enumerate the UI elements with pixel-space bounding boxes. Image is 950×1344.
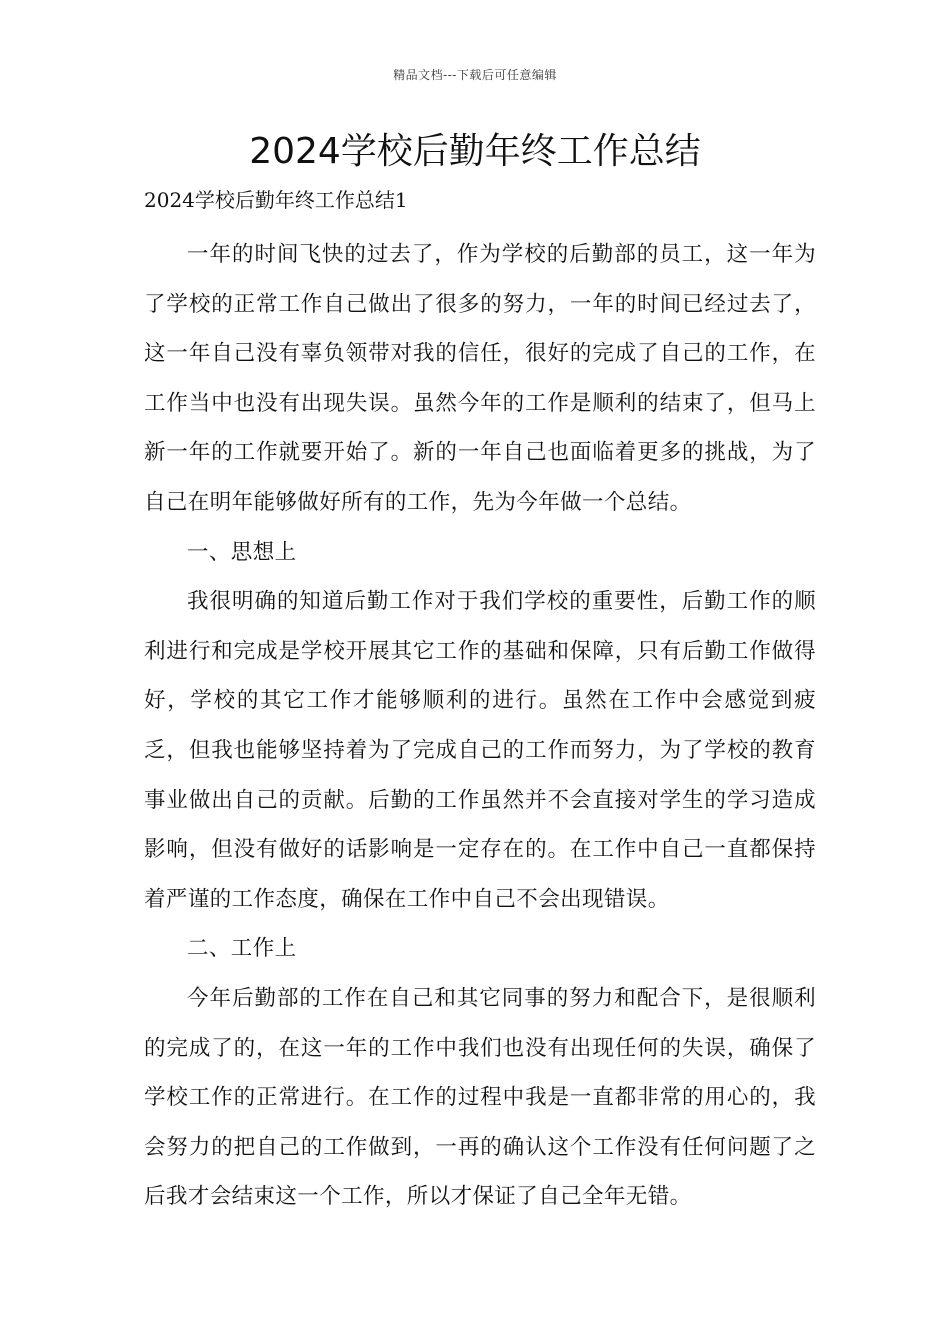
header-watermark: 精品文档---下载后可任意编辑 <box>393 68 557 82</box>
intro-paragraph: 一年的时间飞快的过去了，作为学校的后勤部的员工，这一年为了学校的正常工作自己做出了很多的努力，一年的时间已经过去了，这一年自己没有辜负领带对我的信任，很好的完成了自己的工作，在工作当中也没有出现失误。虽然今年的工作是顺利的结束了，但马上新一年的工作就要开始了。新的一年自己也面临着更多的挑战，为了自己在明年能够做好所有的工作，先为今年做一个总结。 <box>144 242 816 515</box>
work-paragraph: 今年后勤部的工作在自己和其它同事的努力和配合下，是很顺利的完成了的，在这一年的工作中我们也没有出现任何的失误，确保了学校工作的正常进行。在工作的过程中我是一直都非常的用心的，我会努力的把自己的工作做到，一再的确认这个工作没有任何问题了之后我才会结束这一个工作，所以才保证了自己全年无错。 <box>144 985 816 1210</box>
document-body <box>144 182 816 1222</box>
section-heading-thought: 一、思想上 <box>187 539 297 565</box>
section-heading-work: 二、工作上 <box>187 936 297 962</box>
document-title: 2024学校后勤年终工作总结 <box>249 131 701 172</box>
document-subtitle: 2024学校后勤年终工作总结1 <box>144 188 408 212</box>
thought-paragraph: 我很明确的知道后勤工作对于我们学校的重要性，后勤工作的顺利进行和完成是学校开展其它工作的基础和保障，只有后勤工作做得好，学校的其它工作才能够顺利的进行。虽然在工作中会感觉到疲乏，但我也能够坚持着为了完成自己的工作而努力，为了学校的教育事业做出自己的贡献。后勤的工作虽然并不会直接对学生的学习造成影响，但没有做好的话影响是一定存在的。在工作中自己一直都保持着严谨的工作态度，确保在工作中自己不会出现错误。 <box>144 589 816 912</box>
